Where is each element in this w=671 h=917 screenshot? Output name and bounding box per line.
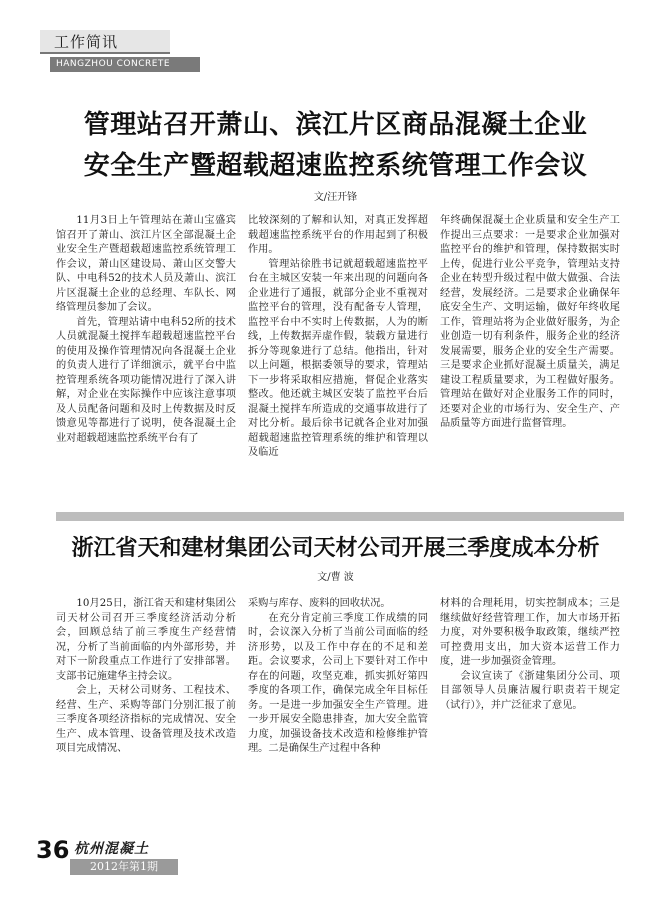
article1-column-3	[440, 214, 620, 500]
article1-title-line1: 管理站召开萧山、滨江片区商品混凝土企业	[83, 110, 588, 140]
paragraph: 会上，天材公司财务、工程技术、经营、生产、采购等部门分别汇报了前三季度各项经济指标的完成情况、安全生产、成本管理、设备管理及技术改造项目完成情况、	[56, 685, 236, 754]
paragraph: 比较深刻的了解和认知，对真正发挥超载超速监控系统平台的作用起到了积极作用。	[248, 215, 428, 255]
article2-column-1	[56, 597, 236, 789]
paragraph: 会议宣读了《浙建集团分公司、项目部领导人员廉洁履行职责若干规定（试行）》，并广泛征求了意见。	[440, 670, 620, 711]
article1-byline: 文/汪开锋	[313, 192, 358, 203]
section-title: 工作简讯	[40, 30, 170, 54]
section-header	[40, 30, 220, 74]
paragraph: 年终确保混凝土企业质量和安全生产工作提出三点要求：一是要求企业加强对监控平台的维护和管理，保持数据实时上传，促进行业公平竞争，管理站支持企业在转型升级过程中做大做强、合法经营，发展经济。二是要求企业确保年底安全生产、文明运输，做好年终收尾工作，管理站将为企业做好服务，为企业创造一切有利条件，服务企业的经济发展需要，服务企业的安全生产需要。三是要求企业抓好混凝土质量关，满足建设工程质量要求，为工程做好服务。管理站在做好对企业服务工作的同时，还要对企业的市场行为、安全生产、产品质量等方面进行监督管理。	[440, 215, 620, 429]
issue-badge: 2012年第1期	[70, 859, 178, 875]
article2-column-3	[440, 597, 620, 789]
paragraph: 材料的合理耗用，切实控制成本；三是继续做好经营管理工作，加大市场开拓力度，对外要积极争取政策，继续严控可控费用支出，加大资本运营工作力度，进一步加强资金管理。	[440, 598, 620, 667]
section-subtitle: HANGZHOU CONCRETE	[50, 57, 200, 72]
article1-column-2	[248, 214, 428, 500]
paragraph: 管理站徐胜书记就超载超速监控平台在主城区安装一年来出现的问题向各企业进行了通报，就部分企业不重视对监控平台的管理，没有配备专人管理，监控平台中不实时上传数据，人为的断线，上传数据弄虚作假，装载方量进行拆分等现象进行了总结。他指出，针对以上问题，根据委领导的要求，管理站下一步将采取相应措施，督促企业落实整改。他还就主城区安装了监控平台后混凝土搅拌车所造成的交通事故进行了对比分析。最后徐书记就各企业对加强超载超速监控管理系统的维护和管理以及临近	[248, 258, 428, 458]
paragraph: 在充分肯定前三季度工作成绩的同时，会议深入分析了当前公司面临的经济形势，以及工作中存在的不足和差距。会议要求，公司上下要针对工作中存在的问题，攻坚克难，抓实抓好第四季度的各项工作，确保完成全年目标任务。一是进一步加强安全生产管理。进一步开展安全隐患排查，加大安全监管力度，加强设备技术改造和检修维护管理。二是确保生产过程中各种	[248, 612, 428, 754]
article2-byline: 文/曹 波	[317, 572, 354, 583]
section-divider	[56, 512, 624, 521]
article1-column-1	[56, 214, 236, 500]
magazine-logo: 杭州混凝土	[74, 841, 149, 857]
paragraph: 10月25日，浙江省天和建材集团公司天材公司召开三季度经济活动分析会，回顾总结了前三季度生产经营情况，分析了当前面临的内外部形势，并对下一阶段重点工作进行了安排部署。支部书记施建华主持会议。	[56, 598, 236, 682]
paragraph: 首先，管理站请中电科52所的技术人员就混凝土搅拌车超载超速监控平台的使用及操作管理情况向各混凝土企业的负责人进行了详细演示，就平台中监控管理系统各项功能情况进行了深入讲解，对企业在实际操作中应该注意事项及人员配备问题和及时上传数据及时反馈意见等都进行了说明，使各混凝土企业对超载超速监控系统平台有了	[56, 316, 236, 444]
page-number: 36	[36, 836, 70, 864]
paragraph: 11月3日上午管理站在萧山宝盛宾馆召开了萧山、滨江片区全部混凝土企业安全生产暨超载超速监控系统管理工作会议，萧山区建设局、萧山区交警大队、中电科52的技术人员及萧山、滨江片区混凝土企业的总经理、车队长、网络管理员参加了会议。	[56, 215, 236, 313]
article2-column-2	[248, 597, 428, 789]
article1-title-line2: 安全生产暨超载超速监控系统管理工作会议	[83, 151, 588, 181]
article2-title: 浙江省天和建材集团公司天材公司开展三季度成本分析	[71, 535, 600, 561]
paragraph: 采购与库存、废料的回收状况。	[248, 598, 391, 609]
